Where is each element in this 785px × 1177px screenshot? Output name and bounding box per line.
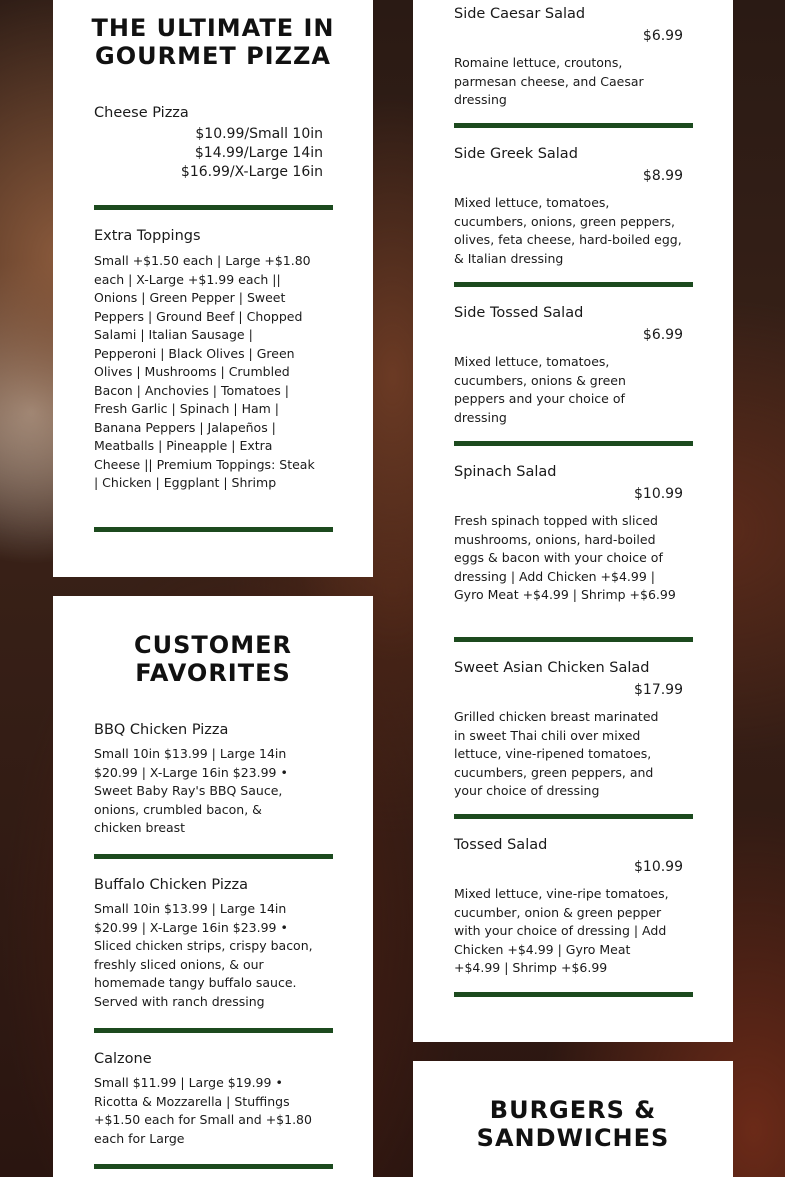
salads-card xyxy=(413,0,733,1042)
pizza-section-title: THE ULTIMATE IN GOURMET PIZZA xyxy=(91,14,335,70)
item-price-large: $14.99/Large 14in xyxy=(194,145,323,161)
divider xyxy=(454,441,693,446)
pizza-card xyxy=(53,0,373,577)
item-name: BBQ Chicken Pizza xyxy=(94,722,229,738)
item-price: $6.99 xyxy=(642,327,683,343)
item-price-small: $10.99/Small 10in xyxy=(195,126,323,142)
item-description: Small 10in $13.99 | Large 14in $20.99 | X-Large 16in $23.99 • Sliced chicken strips, crispy bacon, freshly sliced onions, & our homemade tangy buffalo sauce. Served with ranch dressing xyxy=(94,901,313,1009)
item-price: $6.99 xyxy=(642,28,683,44)
menu-item-sweet-asian-chicken-salad[interactable] xyxy=(454,658,693,801)
item-price: $10.99 xyxy=(634,486,683,502)
item-price: $8.99 xyxy=(642,168,683,184)
menu-item-side-caesar-salad[interactable] xyxy=(454,4,693,110)
menu-item-extra-toppings[interactable] xyxy=(94,226,333,493)
item-description: Romaine lettuce, croutons, parmesan cheese, and Caesar dressing xyxy=(454,55,644,107)
item-name: Buffalo Chicken Pizza xyxy=(94,877,248,893)
divider xyxy=(94,1164,333,1169)
item-name: Sweet Asian Chicken Salad xyxy=(454,660,650,676)
item-name: Side Caesar Salad xyxy=(454,6,586,22)
divider xyxy=(454,814,693,819)
divider xyxy=(454,282,693,287)
divider xyxy=(94,205,333,210)
menu-item-cheese-pizza[interactable] xyxy=(94,103,333,182)
item-description: Small 10in $13.99 | Large 14in $20.99 | X-Large 16in $23.99 • Sweet Baby Ray's BBQ Sauce, onions, crumbled bacon, & chicken breast xyxy=(94,746,288,835)
divider xyxy=(94,1028,333,1033)
divider xyxy=(454,123,693,128)
item-name: Cheese Pizza xyxy=(94,105,189,121)
menu-item-side-greek-salad[interactable] xyxy=(454,144,693,268)
burgers-card xyxy=(413,1061,733,1177)
favorites-section-title: CUSTOMER FAVORITES xyxy=(134,631,292,687)
menu-item-spinach-salad[interactable] xyxy=(454,462,693,605)
item-description: Small +$1.50 each | Large +$1.80 each | X-Large +$1.99 each || Onions | Green Pepper | Sweet Peppers | Ground Beef | Chopped Salami | Italian Sausage | Pepperoni | Black Olives | Green Olives | Mushrooms | Crumbled Bacon | Anchovies | Tomatoes | Fresh Garlic | Spinach | Ham | Banana Peppers | Jalapeños | Meatballs | Pineapple | Extra Cheese || Premium Toppings: Steak | Chicken | Eggplant | Shrimp xyxy=(94,253,315,490)
item-description: Grilled chicken breast marinated in sweet Thai chili over mixed lettuce, vine-ripened tomatoes, cucumbers, green peppers, and your choice of dressing xyxy=(454,709,659,798)
menu-item-calzone[interactable] xyxy=(94,1049,333,1148)
divider xyxy=(454,637,693,642)
item-name: Side Greek Salad xyxy=(454,146,578,162)
divider xyxy=(94,854,333,859)
item-name: Extra Toppings xyxy=(94,228,201,244)
item-description: Mixed lettuce, tomatoes, cucumbers, onions, green peppers, olives, feta cheese, hard-boiled egg, & Italian dressing xyxy=(454,195,682,266)
item-price-xlarge: $16.99/X-Large 16in xyxy=(180,164,323,180)
item-name: Side Tossed Salad xyxy=(454,305,584,321)
item-description: Mixed lettuce, vine-ripe tomatoes, cucumber, onion & green pepper with your choice of dressing | Add Chicken +$4.99 | Gyro Meat +$4.99 | Shrimp +$6.99 xyxy=(454,886,669,975)
item-description: Fresh spinach topped with sliced mushrooms, onions, hard-boiled eggs & bacon with your choice of dressing | Add Chicken +$4.99 | Gyro Meat +$4.99 | Shrimp +$6.99 xyxy=(454,513,676,602)
item-description: Small $11.99 | Large $19.99 • Ricotta & Mozzarella | Stuffings +$1.50 each for Small and +$1.80 each for Large xyxy=(94,1075,312,1146)
item-name: Tossed Salad xyxy=(454,837,548,853)
item-price: $17.99 xyxy=(634,682,683,698)
item-name: Spinach Salad xyxy=(454,464,557,480)
favorites-card xyxy=(53,596,373,1177)
item-price: $10.99 xyxy=(634,859,683,875)
item-name: Calzone xyxy=(94,1051,152,1067)
divider xyxy=(94,527,333,532)
divider xyxy=(454,992,693,997)
menu-item-side-tossed-salad[interactable] xyxy=(454,303,693,427)
menu-item-tossed-salad[interactable] xyxy=(454,835,693,978)
menu-item-buffalo-chicken-pizza[interactable] xyxy=(94,875,333,1011)
burgers-section-title: BURGERS & SANDWICHES xyxy=(476,1096,670,1152)
item-description: Mixed lettuce, tomatoes, cucumbers, onions & green peppers and your choice of dressing xyxy=(454,354,626,425)
menu-item-bbq-chicken-pizza[interactable] xyxy=(94,720,333,838)
